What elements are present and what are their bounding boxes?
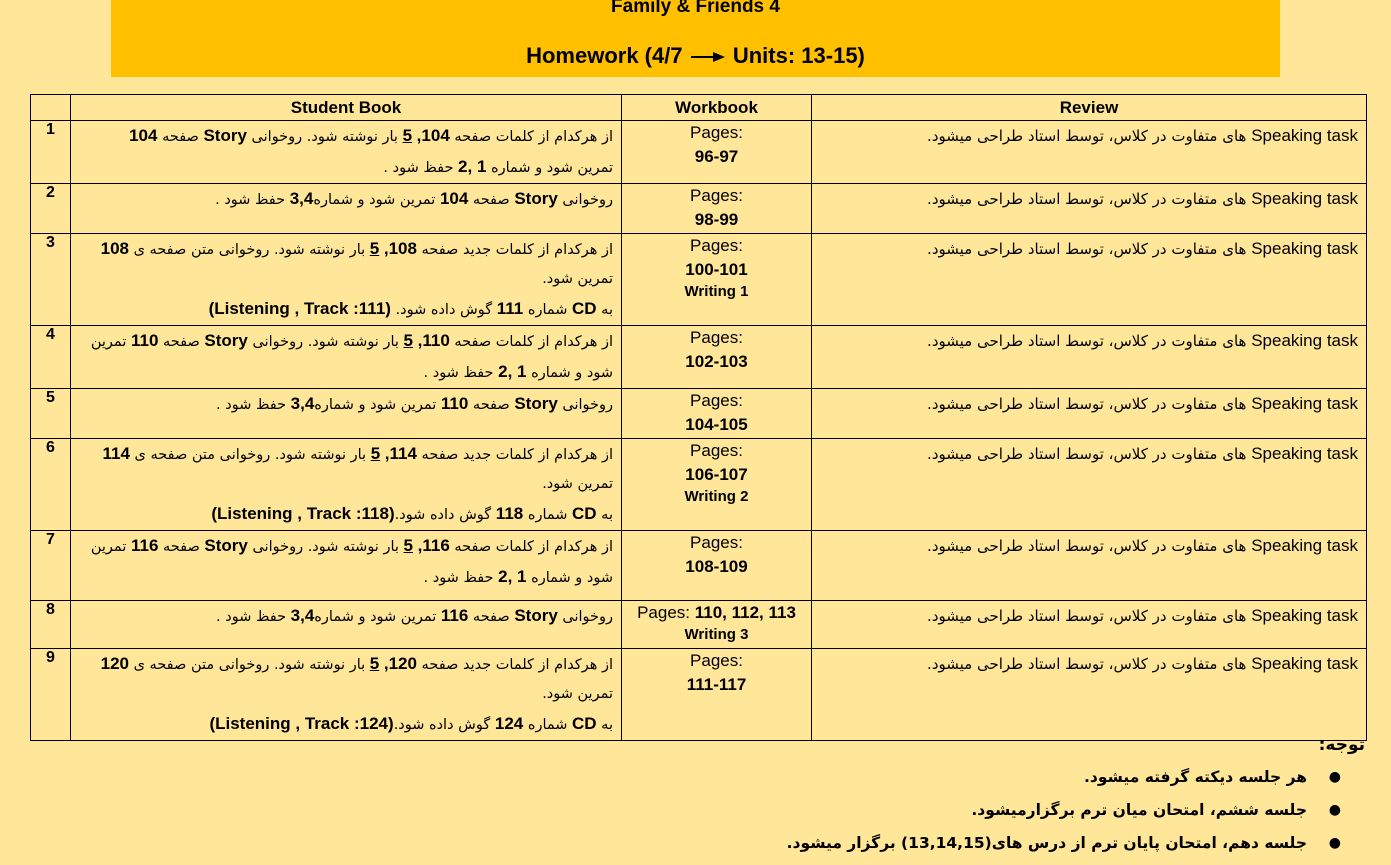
row-number: 5 [31,389,71,439]
text: صفحه [158,334,205,350]
text: از هرکدام از کلمات صفحه [449,334,613,350]
text: بار نوشته شود. روخوانی [246,129,403,145]
text: شود و شماره [526,365,613,381]
bullet-icon: ● [1328,769,1341,785]
underlined-text: 5 [369,239,380,258]
workbook-pages-label: Pages: [690,441,743,460]
review-task-label: Speaking task [1251,444,1358,463]
text: شماره [523,302,573,318]
student-book-line [79,470,613,499]
student-book-line [79,234,613,265]
bullet-icon: ● [1328,835,1341,851]
text: شود و شماره [526,570,613,586]
bold-text: Story [204,331,248,350]
row-number: 4 [31,326,71,389]
table-header-row [31,95,1367,121]
bold-text: 3,4 [290,606,315,625]
review-cell [812,531,1367,601]
text: بار نوشته شود. روخوانی [247,539,404,555]
bold-text: 120 [100,654,129,673]
table-row [31,234,1367,326]
text: گوش داده شود. [390,302,497,318]
review-cell [812,121,1367,184]
underlined-text: 5 [369,654,380,673]
review-task-text: های متفاوت در کلاس، توسط استاد طراحی میشود. [927,655,1252,673]
notes-list-item [665,827,1341,860]
notes-list-item [665,761,1341,794]
workbook-pages-range: 108-109 [685,557,748,576]
text: حفظ شود . [216,397,291,413]
student-book-line [79,499,613,530]
bold-text: 116 [130,536,159,555]
bold-text: CD [572,504,597,523]
bullet-icon: ● [1328,802,1341,818]
student-book-line [79,265,613,294]
row-number: 9 [31,649,71,741]
text: صفحه [468,192,515,208]
text: تمرین شود و شماره [486,160,613,176]
table-row [31,439,1367,531]
text: بار نوشته شود. روخوانی متن صفحه ی [128,242,370,258]
review-task-label: Speaking task [1251,331,1358,350]
workbook-pages-range: 102-103 [685,352,748,371]
review-cell [812,389,1367,439]
notes-item-text: جلسه دهم، امتحان پایان ترم از درس های(13,14,15) برگزار میشود. [786,834,1307,852]
row-number: 7 [31,531,71,601]
bold-text: (Listening , Track :118) [211,504,395,523]
student-book-cell [71,649,622,741]
bold-text: (Listening , Track :111) [208,299,391,318]
student-book-cell [71,389,622,439]
text: از هرکدام از کلمات جدید صفحه [416,242,613,258]
student-book-line [79,709,613,740]
table-row [31,531,1367,601]
student-book-cell [71,184,622,234]
bold-text: 1 ,2 [498,362,527,381]
student-book-cell [71,439,622,531]
text: از هرکدام از کلمات جدید صفحه [416,657,613,673]
bold-text: 114 [102,444,130,463]
text: شماره [523,507,573,523]
review-task-text: های متفاوت در کلاس، توسط استاد طراحی میشود. [927,190,1252,208]
bold-text: Story [514,189,558,208]
bold-text: 104 [129,126,158,145]
text: تمرین [90,334,131,350]
text: روخوانی [557,397,613,413]
student-book-cell [71,531,622,601]
review-cell [812,649,1367,741]
workbook-cell [622,649,812,741]
workbook-pages-label: Pages: [637,603,695,622]
text: از هرکدام از کلمات صفحه [449,129,613,145]
text: گوش داده شود. [394,507,496,523]
student-book-line [79,680,613,709]
bold-text: Story [514,394,558,413]
text: حفظ شود . [215,192,290,208]
text: گوش داده شود. [393,717,495,733]
bold-text: 110, [417,331,450,350]
student-book-line [79,184,613,215]
student-book-cell [71,601,622,649]
student-book-line [79,439,613,470]
text: تمرین شود و شماره [314,397,441,413]
table-row [31,601,1367,649]
student-book-line [79,601,613,632]
workbook-cell [622,234,812,326]
row-number: 2 [31,184,71,234]
workbook-pages-range: 104-105 [685,415,748,434]
table-row [31,326,1367,389]
text: حفظ شود . [423,570,499,586]
text: روخوانی [557,609,613,625]
workbook-cell [622,326,812,389]
review-task-label: Speaking task [1251,606,1358,625]
review-task-text: های متفاوت در کلاس، توسط استاد طراحی میشود. [927,395,1252,413]
review-task-label: Speaking task [1251,239,1358,258]
bold-text: 116, [417,536,450,555]
title-banner [111,0,1280,77]
workbook-pages-range: 100-101 [685,260,748,279]
header-student-book: Student Book [71,95,622,121]
underlined-text: 5 [403,536,413,555]
homework-title [111,42,1280,70]
bold-text: Story [514,606,558,625]
review-task-label: Speaking task [1251,189,1358,208]
workbook-pages-label: Pages: [690,328,743,347]
workbook-pages-range: 111-117 [686,675,747,694]
table-row [31,389,1367,439]
student-book-line [79,357,613,388]
underlined-text: 5 [370,444,381,463]
text: بار نوشته شود. روخوانی متن صفحه ی [129,447,371,463]
review-cell [812,601,1367,649]
bold-text: 111 [496,299,524,318]
text: صفحه [158,539,205,555]
text: شماره [523,717,573,733]
review-task-label: Speaking task [1251,126,1358,145]
notes-item-text: جلسه ششم، امتحان میان ترم برگزارمیشود. [971,801,1307,819]
review-task-label: Speaking task [1251,654,1358,673]
workbook-cell [622,121,812,184]
header-number [31,95,71,121]
workbook-pages-label: Pages: [690,391,743,410]
text: تمرین [90,539,131,555]
text: بار نوشته شود. روخوانی [247,334,404,350]
table-row [31,184,1367,234]
text: صفحه [468,397,515,413]
text: به [596,507,613,523]
text: حفظ شود . [383,160,459,176]
text: از هرکدام از کلمات صفحه [449,539,613,555]
workbook-pages-label: Pages: [690,533,743,552]
underlined-text: 5 [402,126,413,145]
bold-text: 116 [440,606,469,625]
bold-text: 120, [383,654,417,673]
text: تمرین شود و شماره [313,192,440,208]
bold-text: Story [204,536,248,555]
workbook-pages [630,601,803,625]
workbook-pages-range: 110, 112, 113 [694,603,796,622]
review-task-text: های متفاوت در کلاس، توسط استاد طراحی میشود. [927,332,1252,350]
student-book-line [79,326,613,357]
bold-text: (Listening , Track :124) [209,714,394,733]
header-review: Review [812,95,1367,121]
student-book-line [79,562,613,593]
row-number: 1 [31,121,71,184]
notes-item-text: هر جلسه دیکته گرفته میشود. [1084,768,1307,786]
course-title: Family & Friends 4 [611,0,780,17]
text: به [596,717,613,733]
text: حفظ شود . [216,609,291,625]
student-book-cell [71,326,622,389]
notes-list [665,761,1365,860]
table-row [31,649,1367,741]
student-book-line [79,294,613,325]
bold-text: 118 [495,504,524,523]
text: تمرین شود. [542,686,613,702]
review-cell [812,234,1367,326]
bold-text: CD [572,714,597,733]
bold-text: 108 [100,239,129,258]
row-number: 3 [31,234,71,326]
bold-text: 104 [439,189,469,208]
workbook-writing: Writing 3 [684,626,749,643]
workbook-cell [622,439,812,531]
review-task-label: Speaking task [1251,394,1358,413]
workbook-pages-label: Pages: [690,123,743,142]
bold-text: 108, [383,239,417,258]
bold-text: 3,4 [289,189,314,208]
review-cell [812,439,1367,531]
student-book-line [79,121,613,152]
review-task-text: های متفاوت در کلاس، توسط استاد طراحی میشود. [927,537,1252,555]
text: تمرین شود و شماره [314,609,441,625]
text: حفظ شود . [423,365,499,381]
workbook-writing: Writing 1 [684,283,749,300]
notes-section [665,733,1365,860]
review-cell [812,184,1367,234]
bold-text: 1 ,2 [458,157,487,176]
bold-text: 3,4 [290,394,315,413]
review-task-text: های متفاوت در کلاس، توسط استاد طراحی میشود. [927,445,1252,463]
workbook-cell [622,184,812,234]
workbook-pages-range: 98-99 [694,210,739,229]
workbook-pages-label: Pages: [690,186,743,205]
bold-text: 104, [416,126,450,145]
student-book-line [79,531,613,562]
homework-title-right: Units: 13-15) [732,43,865,68]
review-cell [812,326,1367,389]
text: از هرکدام از کلمات جدید صفحه [416,447,613,463]
workbook-pages-label: Pages: [690,236,743,255]
homework-table [30,94,1367,741]
workbook-cell [622,601,812,649]
text: به [596,302,613,318]
bold-text: 110 [130,331,159,350]
student-book-line [79,649,613,680]
bold-text: 114, [384,444,417,463]
workbook-pages-range: 96-97 [694,147,739,166]
workbook-writing: Writing 2 [684,488,749,505]
text: روخوانی [557,192,613,208]
bold-text: CD [572,299,597,318]
bold-text: 110 [440,394,469,413]
workbook-cell [622,531,812,601]
header-workbook: Workbook [622,95,812,121]
workbook-cell [622,389,812,439]
text: صفحه [468,609,515,625]
student-book-line [79,152,613,183]
review-task-text: های متفاوت در کلاس، توسط استاد طراحی میشود. [927,607,1252,625]
review-task-text: های متفاوت در کلاس، توسط استاد طراحی میشود. [927,127,1252,145]
underlined-text: 5 [403,331,413,350]
review-task-label: Speaking task [1251,536,1358,555]
right-arrow-icon [691,51,725,63]
bold-text: Story [203,126,247,145]
bold-text: 1 ,2 [498,567,527,586]
student-book-cell [71,121,622,184]
row-number: 6 [31,439,71,531]
row-number: 8 [31,601,71,649]
text: تمرین شود. [542,476,613,492]
text: بار نوشته شود. روخوانی متن صفحه ی [128,657,370,673]
workbook-pages-label: Pages: [690,651,743,670]
homework-title-left: Homework (4/7 [526,43,683,68]
text: صفحه [157,129,204,145]
bold-text: 124 [494,714,524,733]
text: تمرین شود. [542,271,613,287]
table-row [31,121,1367,184]
workbook-pages-range: 106-107 [685,465,748,484]
notes-list-item [665,794,1341,827]
notes-title: توجه: [1318,735,1365,755]
review-task-text: های متفاوت در کلاس، توسط استاد طراحی میشود. [927,240,1252,258]
student-book-line [79,389,613,420]
student-book-cell [71,234,622,326]
